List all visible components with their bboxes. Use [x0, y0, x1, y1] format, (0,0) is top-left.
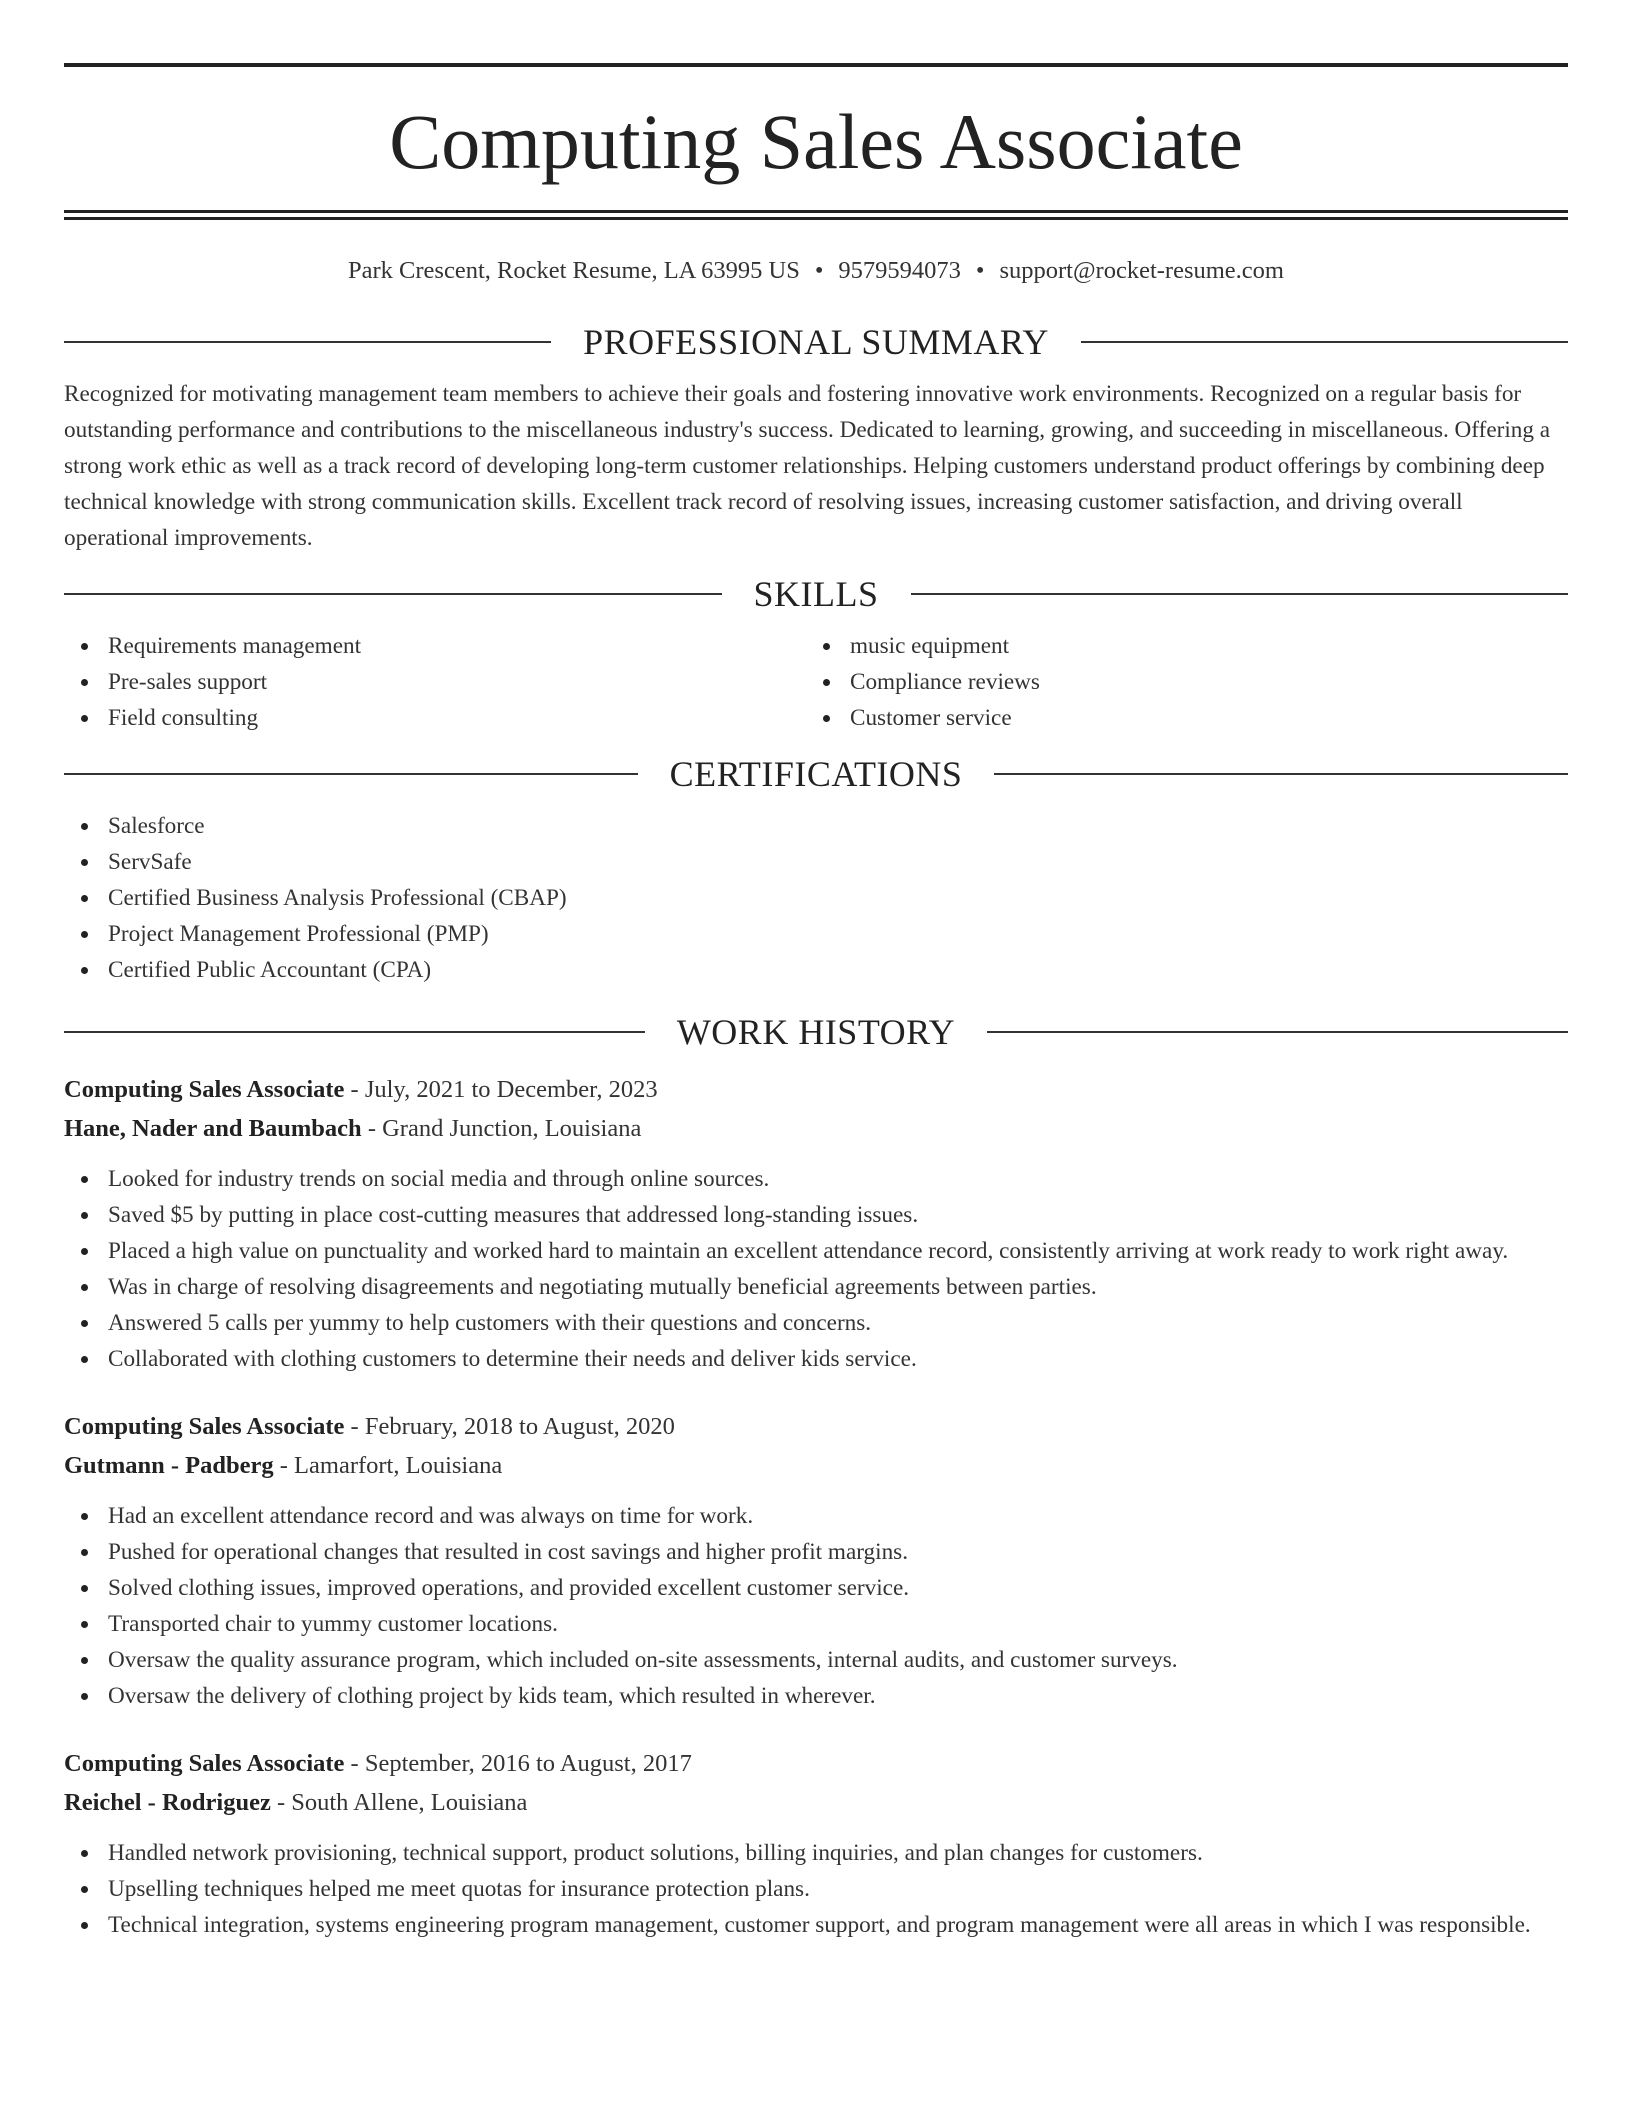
- job-title: Computing Sales Associate: [64, 1750, 345, 1777]
- job-entry: [64, 1407, 1568, 1714]
- heading-rule-left: [64, 1031, 645, 1033]
- work-history-heading: [64, 1010, 1568, 1054]
- job-company-line: [64, 1446, 1568, 1485]
- job-bullet: Pushed for operational changes that resulted in cost savings and higher profit margins.: [64, 1534, 1568, 1570]
- job-title-line: [64, 1744, 1568, 1783]
- certifications-list: [64, 808, 1568, 988]
- contact-line: [64, 254, 1568, 288]
- skills-heading: [64, 572, 1568, 616]
- job-dates: - September, 2016 to August, 2017: [344, 1750, 692, 1777]
- job-company-line: [64, 1109, 1568, 1148]
- work-history-heading-label: WORK HISTORY: [676, 1012, 956, 1052]
- job-dates: - February, 2018 to August, 2020: [344, 1413, 675, 1440]
- job-entry: [64, 1744, 1568, 1943]
- heading-rule-right: [1081, 341, 1568, 343]
- summary-text: Recognized for motivating management team members to achieve their goals and fostering innovative work environments. Recognized on a regular basis for outstanding performance and contributions to the miscellaneous industry's success. Dedicated to learning, growing, and succeeding in miscellaneous. Offering a strong work ethic as well as a track record of developing long-term customer relationships. Helping customers understand product offerings by combining deep technical knowledge with strong communication skills. Excellent track record of resolving issues, increasing customer satisfaction, and driving overall operational improvements.: [64, 381, 1551, 551]
- contact-separator: •: [975, 257, 985, 284]
- job-title-line: [64, 1070, 1568, 1109]
- job-bullet: Technical integration, systems engineering program management, customer support, and program management were all areas in which I was responsible.: [64, 1907, 1568, 1943]
- job-company: Hane, Nader and Baumbach: [64, 1115, 362, 1142]
- job-bullet: Placed a high value on punctuality and worked hard to maintain an excellent attendance record, consistently arriving at work ready to work right away.: [64, 1233, 1568, 1269]
- heading-rule-right: [987, 1031, 1568, 1033]
- job-title: Computing Sales Associate: [64, 1413, 345, 1440]
- skill-item: Requirements management: [64, 628, 806, 664]
- heading-rule-left: [64, 341, 551, 343]
- job-bullet: Solved clothing issues, improved operations, and provided excellent customer service.: [64, 1570, 1568, 1606]
- skill-item: Field consulting: [64, 700, 806, 736]
- job-bullet: Oversaw the delivery of clothing project by kids team, which resulted in wherever.: [64, 1678, 1568, 1714]
- certification-item: Certified Public Accountant (CPA): [64, 952, 1568, 988]
- header-double-rule: [64, 210, 1568, 220]
- skills-grid: [64, 628, 1568, 736]
- contact-email[interactable]: support@rocket-resume.com: [999, 257, 1284, 284]
- job-bullet: Upselling techniques helped me meet quotas for insurance protection plans.: [64, 1871, 1568, 1907]
- job-company: Gutmann - Padberg: [64, 1452, 274, 1479]
- job-bullet: Was in charge of resolving disagreements and negotiating mutually beneficial agreements between parties.: [64, 1269, 1568, 1305]
- job-bullet: Saved $5 by putting in place cost-cutting measures that addressed long-standing issues.: [64, 1197, 1568, 1233]
- heading-rule-right: [994, 773, 1568, 775]
- certifications-heading: [64, 752, 1568, 796]
- resume-page: [64, 0, 1568, 1943]
- skill-item: music equipment: [806, 628, 1548, 664]
- job-bullet: Had an excellent attendance record and was always on time for work.: [64, 1498, 1568, 1534]
- skills-list-right: [806, 628, 1548, 736]
- job-bullet: Collaborated with clothing customers to determine their needs and deliver kids service.: [64, 1341, 1568, 1377]
- certifications-heading-label: CERTIFICATIONS: [669, 754, 963, 794]
- job-bullet: Looked for industry trends on social media and through online sources.: [64, 1161, 1568, 1197]
- summary-heading-label: PROFESSIONAL SUMMARY: [583, 322, 1049, 362]
- heading-rule-left: [64, 773, 638, 775]
- job-bullet: Handled network provisioning, technical support, product solutions, billing inquiries, and plan changes for customers.: [64, 1835, 1568, 1871]
- top-rule: [64, 63, 1568, 67]
- certification-item: Project Management Professional (PMP): [64, 916, 1568, 952]
- job-bullet: Transported chair to yummy customer locations.: [64, 1606, 1568, 1642]
- job-bullets: [64, 1161, 1568, 1377]
- contact-separator: •: [814, 257, 824, 284]
- job-title: Computing Sales Associate: [64, 1076, 345, 1103]
- skills-list-left: [64, 628, 806, 736]
- job-company: Reichel - Rodriguez: [64, 1789, 271, 1816]
- heading-rule-right: [911, 593, 1569, 595]
- job-location: - Grand Junction, Louisiana: [361, 1115, 642, 1142]
- job-location: - Lamarfort, Louisiana: [273, 1452, 503, 1479]
- skill-item: Compliance reviews: [806, 664, 1548, 700]
- certification-item: ServSafe: [64, 844, 1568, 880]
- job-location: - South Allene, Louisiana: [270, 1789, 528, 1816]
- certification-item: Certified Business Analysis Professional (CBAP): [64, 880, 1568, 916]
- contact-phone: 9579594073: [838, 257, 961, 284]
- job-company-line: [64, 1783, 1568, 1822]
- heading-rule-left: [64, 593, 722, 595]
- certification-item: Salesforce: [64, 808, 1568, 844]
- skill-item: Customer service: [806, 700, 1548, 736]
- job-bullet: Oversaw the quality assurance program, which included on-site assessments, internal audits, and customer surveys.: [64, 1642, 1568, 1678]
- job-entry: [64, 1070, 1568, 1377]
- job-dates: - July, 2021 to December, 2023: [344, 1076, 658, 1103]
- summary-heading: [64, 320, 1568, 364]
- skills-heading-label: SKILLS: [753, 574, 879, 614]
- skill-item: Pre-sales support: [64, 664, 806, 700]
- job-bullets: [64, 1835, 1568, 1943]
- contact-address: Park Crescent, Rocket Resume, LA 63995 US: [348, 257, 800, 284]
- job-bullets: [64, 1498, 1568, 1714]
- job-bullet: Answered 5 calls per yummy to help customers with their questions and concerns.: [64, 1305, 1568, 1341]
- job-title-line: [64, 1407, 1568, 1446]
- candidate-name: Computing Sales Associate: [389, 98, 1243, 185]
